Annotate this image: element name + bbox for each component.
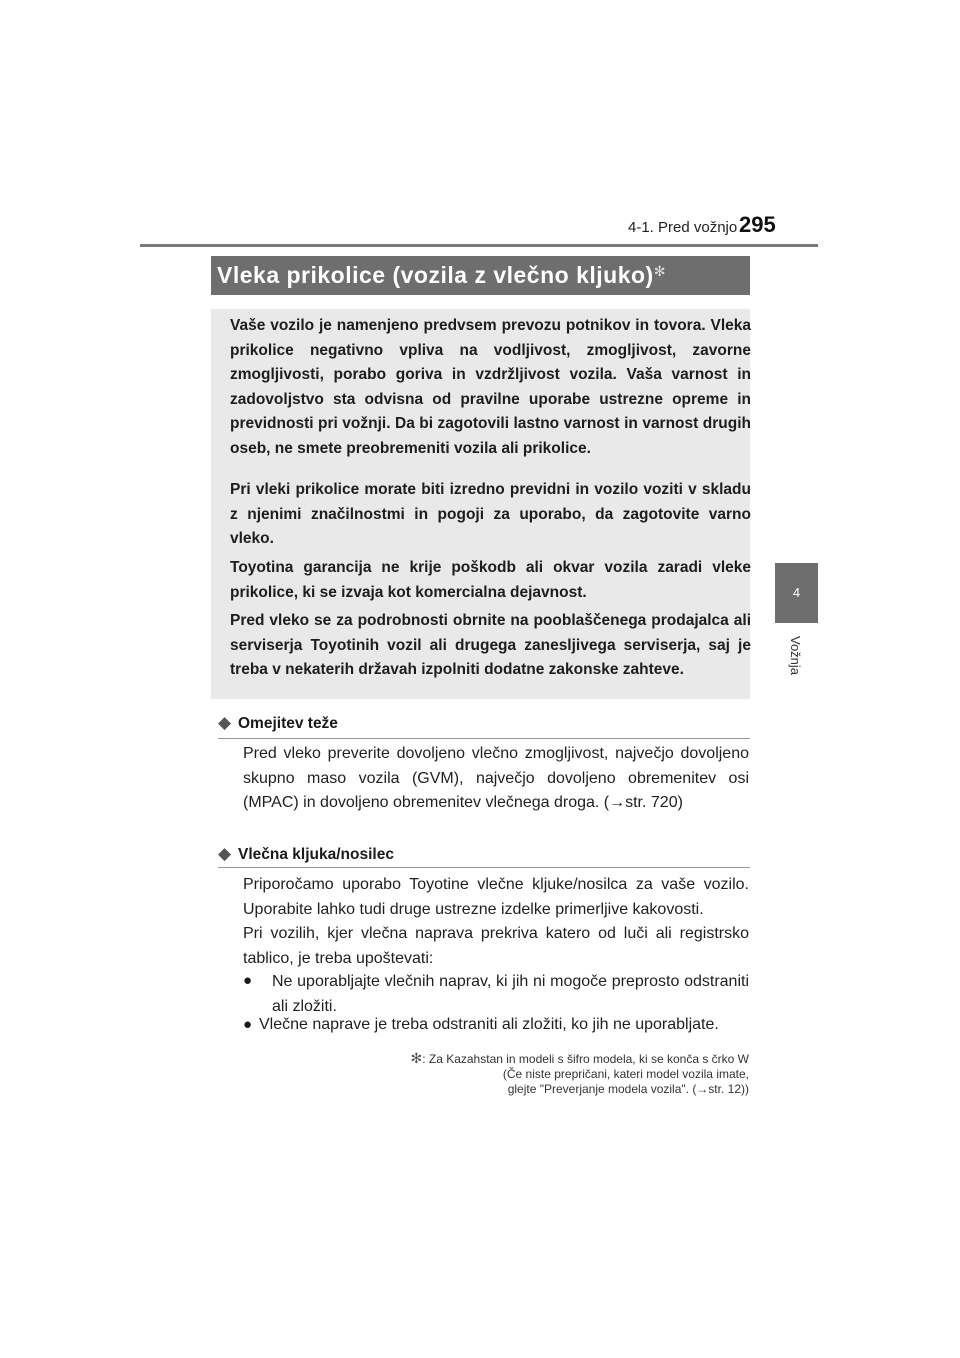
page-title-text: Vleka prikolice (vozila z vlečno kljuko): [217, 262, 654, 288]
asterisk-icon: ✻: [410, 1050, 423, 1066]
hitch-paragraph-2: Pri vozilih, kjer vlečna naprava prekriva katero od luči ali registrsko tablico, je treba upoštevati:: [243, 925, 749, 967]
intro-paragraph-4: Pred vleko se za podrobnosti obrnite na pooblaščenega prodajalca ali serviserja Toyotinih vozil ali drugega zanesljivega serviserja, saj je treba v nekaterih državah izpolniti dodatne zakonske zahteve.: [230, 612, 751, 679]
chapter-tab: 4: [775, 563, 818, 623]
title-bar: [211, 256, 750, 295]
intro-paragraph-2: Pri vleki prikolice morate biti izredno previdni in vozilo voziti v skladu z njenimi značilnostmi in pogoji za uporabo, da zagotovite varno vleko.: [230, 481, 751, 548]
section-heading-hitch-text: Vlečna kljuka/nosilec: [238, 846, 394, 863]
section-divider: [218, 738, 750, 739]
diamond-icon: ◆: [218, 844, 232, 863]
intro-box: [211, 309, 750, 699]
bullet-item: Ne uporabljajte vlečnih naprav, ki jih ni mogoče preprosto odstraniti ali zložiti.: [272, 973, 749, 1015]
hitch-paragraph-1: Priporočamo uporabo Toyotine vlečne kljuke/nosilca za vaše vozilo. Uporabite lahko tudi druge ustrezne izdelke primerljive kakovosti.: [243, 876, 749, 918]
section-heading-weight: [218, 713, 338, 733]
bullet-icon: ●: [243, 1016, 253, 1033]
section-divider: [218, 867, 750, 868]
header-section: 4-1. Pred vožnjo: [628, 219, 738, 236]
header-divider: [140, 244, 818, 247]
bullet-icon: ●: [243, 972, 253, 989]
page-title: [211, 256, 750, 295]
section-heading-weight-text: Omejitev teže: [238, 715, 338, 732]
footnote: [410, 1051, 749, 1097]
footnote-line-1: : Za Kazahstan in modeli s šifro modela, ki se konča s črko W: [422, 1052, 749, 1066]
page-number: 295: [739, 212, 776, 237]
asterisk-icon: ✻: [653, 263, 666, 279]
weight-paragraph: Pred vleko preverite dovoljeno vlečno zmogljivost, največjo dovoljeno skupno maso vozila (GVM), največjo dovoljeno obremenitev osi (MPAC) in dovoljeno obremenitev vlečnega droga. (→str. 720): [243, 745, 749, 811]
chapter-label: Vožnja: [788, 636, 803, 676]
intro-paragraph-1: Vaše vozilo je namenjeno predvsem prevozu potnikov in tovora. Vleka prikolice negativno vpliva na vodljivost, zmogljivost, zavorne zmogljivosti, porabo goriva in vzdržljivost vozila. Vaša varnost in zadovoljstvo sta odvisna od pravilne uporabe ustrezne opreme in previdnosti pri vožnji. Da bi zagotovili lastno varnost in varnost drugih oseb, ne smete preobremeniti vozila ali prikolice.: [230, 317, 751, 457]
intro-paragraph-3: Toyotina garancija ne krije poškodb ali okvar vozila zaradi vleke prikolice, ki se izvaja kot komercialna dejavnost.: [230, 559, 751, 601]
bullet-item: Vlečne naprave je treba odstraniti ali zložiti, ko jih ne uporabljate.: [259, 1016, 719, 1033]
diamond-icon: ◆: [218, 713, 232, 732]
footnote-line-3: glejte "Preverjanje modela vozila". (→str. 12)): [507, 1082, 749, 1096]
footnote-line-2: (Če niste prepričani, kateri model vozila imate,: [502, 1067, 749, 1081]
section-heading-hitch: [218, 844, 394, 864]
